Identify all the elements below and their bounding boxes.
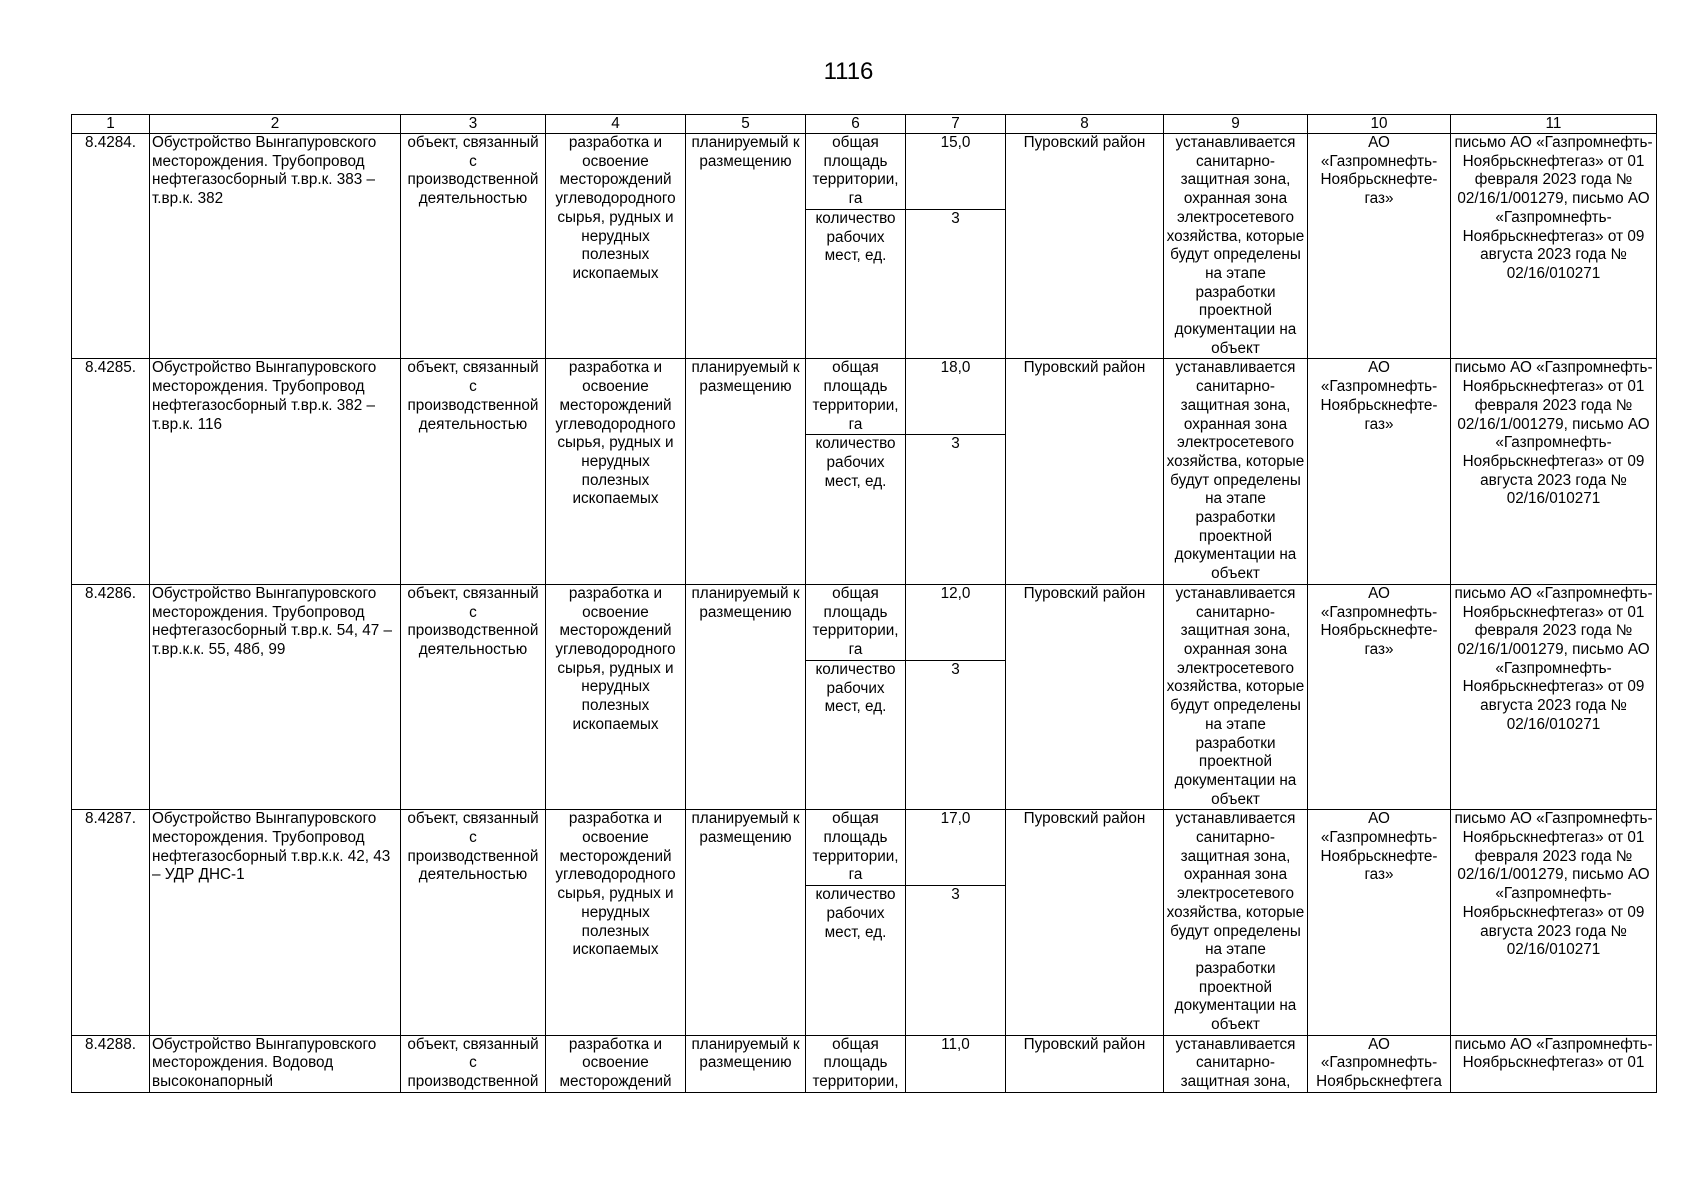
- object-owner: АО «Газпромнефть-Ноябрьскнефте-газ»: [1308, 359, 1451, 584]
- object-type: объект, связанный с производственной деятельностью: [401, 810, 546, 1035]
- object-status: планируемый к размещению: [686, 584, 806, 809]
- basis-document: письмо АО «Газпромнефть-Ноябрьскнефтегаз» от 01 февраля 2023 года № 02/16/1/001279, письмо АО «Газпромнефть-Ноябрьскнефтегаз» от 09 августа 2023 года № 02/16/010271: [1451, 134, 1657, 359]
- object-location: Пуровский район: [1006, 134, 1164, 359]
- object-owner: АО «Газпромнефть-Ноябрьскнефте-газ»: [1308, 134, 1451, 359]
- basis-document: письмо АО «Газпромнефть-Ноябрьскнефтегаз» от 01: [1451, 1035, 1657, 1092]
- object-owner: АО «Газпромнефть-Ноябрьскнефтега: [1308, 1035, 1451, 1092]
- param-area-label: общая площадь территории, га: [806, 134, 906, 210]
- row-id: 8.4285.: [72, 359, 150, 584]
- column-header: 10: [1308, 115, 1451, 134]
- object-location: Пуровский район: [1006, 359, 1164, 584]
- row-id: 8.4287.: [72, 810, 150, 1035]
- object-owner: АО «Газпромнефть-Ноябрьскнефте-газ»: [1308, 810, 1451, 1035]
- param-jobs-label: количество рабочих мест, ед.: [806, 886, 906, 1035]
- object-status: планируемый к размещению: [686, 359, 806, 584]
- object-location: Пуровский район: [1006, 584, 1164, 809]
- column-header: 9: [1164, 115, 1308, 134]
- protection-zone: устанавливается санитарно-защитная зона,: [1164, 1035, 1308, 1092]
- param-jobs-value: 3: [906, 210, 1006, 359]
- param-jobs-label: количество рабочих мест, ед.: [806, 210, 906, 359]
- object-location: Пуровский район: [1006, 810, 1164, 1035]
- param-area-value: 11,0: [906, 1035, 1006, 1092]
- row-id: 8.4288.: [72, 1035, 150, 1092]
- column-header: 5: [686, 115, 806, 134]
- object-name: Обустройство Вынгапуровского месторождения. Водовод высоконапорный: [150, 1035, 401, 1092]
- object-owner: АО «Газпромнефть-Ноябрьскнефте-газ»: [1308, 584, 1451, 809]
- param-jobs-value: 3: [906, 886, 1006, 1035]
- param-area-value: 12,0: [906, 584, 1006, 660]
- column-header: 2: [150, 115, 401, 134]
- basis-document: письмо АО «Газпромнефть-Ноябрьскнефтегаз» от 01 февраля 2023 года № 02/16/1/001279, письмо АО «Газпромнефть-Ноябрьскнефтегаз» от 09 августа 2023 года № 02/16/010271: [1451, 584, 1657, 809]
- object-purpose: разработка и освоение месторождений углеводородного сырья, рудных и нерудных полезных ископаемых: [546, 584, 686, 809]
- param-area-label: общая площадь территории, га: [806, 810, 906, 886]
- table-row: [72, 359, 1657, 435]
- object-purpose: разработка и освоение месторождений углеводородного сырья, рудных и нерудных полезных ископаемых: [546, 810, 686, 1035]
- column-numbers-row: [72, 115, 1657, 134]
- param-area-value: 18,0: [906, 359, 1006, 435]
- table-row: [72, 134, 1657, 210]
- object-status: планируемый к размещению: [686, 810, 806, 1035]
- param-area-value: 15,0: [906, 134, 1006, 210]
- table-row-partial: [72, 1035, 1657, 1092]
- object-name: Обустройство Вынгапуровского месторождения. Трубопровод нефтегазосборный т.вр.к. 383 – т.вр.к. 382: [150, 134, 401, 359]
- column-header: 4: [546, 115, 686, 134]
- param-jobs-value: 3: [906, 660, 1006, 809]
- column-header: 6: [806, 115, 906, 134]
- column-header: 1: [72, 115, 150, 134]
- param-area-value: 17,0: [906, 810, 1006, 886]
- object-status: планируемый к размещению: [686, 134, 806, 359]
- protection-zone: устанавливается санитарно-защитная зона, охранная зона электросетевого хозяйства, которые будут определены на этапе разработки проектной документации на объект: [1164, 134, 1308, 359]
- object-type: объект, связанный с производственной деятельностью: [401, 359, 546, 584]
- page-number: 1116: [823, 58, 874, 85]
- register-table: [71, 114, 1657, 1093]
- param-area-label: общая площадь территории, га: [806, 359, 906, 435]
- protection-zone: устанавливается санитарно-защитная зона, охранная зона электросетевого хозяйства, которые будут определены на этапе разработки проектной документации на объект: [1164, 359, 1308, 584]
- object-type: объект, связанный с производственной деятельностью: [401, 584, 546, 809]
- object-location: Пуровский район: [1006, 1035, 1164, 1092]
- object-purpose: разработка и освоение месторождений: [546, 1035, 686, 1092]
- column-header: 3: [401, 115, 546, 134]
- param-jobs-label: количество рабочих мест, ед.: [806, 435, 906, 584]
- basis-document: письмо АО «Газпромнефть-Ноябрьскнефтегаз» от 01 февраля 2023 года № 02/16/1/001279, письмо АО «Газпромнефть-Ноябрьскнефтегаз» от 09 августа 2023 года № 02/16/010271: [1451, 810, 1657, 1035]
- table-row: [72, 810, 1657, 886]
- param-area-label: общая площадь территории, га: [806, 584, 906, 660]
- param-jobs-label: количество рабочих мест, ед.: [806, 660, 906, 809]
- object-name: Обустройство Вынгапуровского месторождения. Трубопровод нефтегазосборный т.вр.к.к. 42, 43 – УДР ДНС-1: [150, 810, 401, 1035]
- object-name: Обустройство Вынгапуровского месторождения. Трубопровод нефтегазосборный т.вр.к. 382 – т.вр.к. 116: [150, 359, 401, 584]
- basis-document: письмо АО «Газпромнефть-Ноябрьскнефтегаз» от 01 февраля 2023 года № 02/16/1/001279, письмо АО «Газпромнефть-Ноябрьскнефтегаз» от 09 августа 2023 года № 02/16/010271: [1451, 359, 1657, 584]
- protection-zone: устанавливается санитарно-защитная зона, охранная зона электросетевого хозяйства, которые будут определены на этапе разработки проектной документации на объект: [1164, 584, 1308, 809]
- object-type: объект, связанный с производственной: [401, 1035, 546, 1092]
- object-name: Обустройство Вынгапуровского месторождения. Трубопровод нефтегазосборный т.вр.к. 54, 47 – т.вр.к.к. 55, 48б, 99: [150, 584, 401, 809]
- param-jobs-value: 3: [906, 435, 1006, 584]
- table-row: [72, 584, 1657, 660]
- protection-zone: устанавливается санитарно-защитная зона, охранная зона электросетевого хозяйства, которые будут определены на этапе разработки проектной документации на объект: [1164, 810, 1308, 1035]
- row-id: 8.4284.: [72, 134, 150, 359]
- column-header: 11: [1451, 115, 1657, 134]
- object-purpose: разработка и освоение месторождений углеводородного сырья, рудных и нерудных полезных ископаемых: [546, 134, 686, 359]
- object-type: объект, связанный с производственной деятельностью: [401, 134, 546, 359]
- object-status: планируемый к размещению: [686, 1035, 806, 1092]
- row-id: 8.4286.: [72, 584, 150, 809]
- object-purpose: разработка и освоение месторождений углеводородного сырья, рудных и нерудных полезных ископаемых: [546, 359, 686, 584]
- param-area-label: общая площадь территории,: [806, 1035, 906, 1092]
- column-header: 7: [906, 115, 1006, 134]
- column-header: 8: [1006, 115, 1164, 134]
